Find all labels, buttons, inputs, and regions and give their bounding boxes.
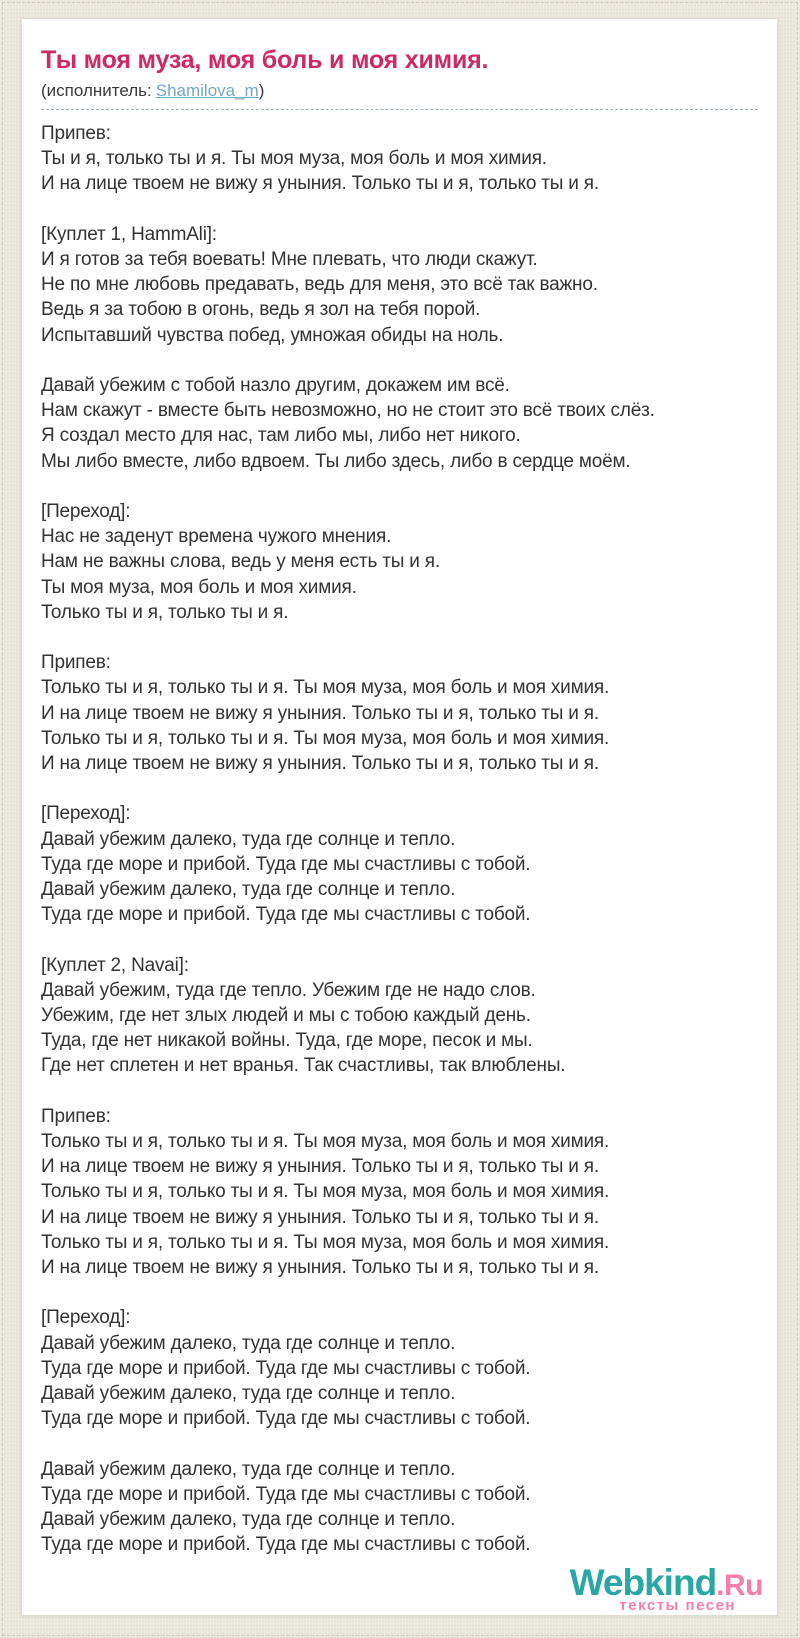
webkind-logo-wordmark (570, 1564, 763, 1601)
lyrics-stanza (41, 801, 758, 927)
lyrics-text (41, 121, 758, 1557)
lyric-line: Припев: (41, 1105, 111, 1127)
song-title: Ты моя муза, моя боль и моя химия. (41, 46, 489, 74)
lyric-line: Нас не заденут времена чужого мнения. (41, 526, 392, 548)
lyric-line: Туда где море и прибой. Туда где мы счастливы с тобой. (41, 904, 531, 926)
lyric-line: [Куплет 2, Navai]: (41, 954, 189, 976)
lyric-line: Припев: (41, 123, 111, 144)
lyric-line: Только ты и я, только ты и я. Ты моя муза, моя боль и моя химия. (41, 727, 610, 749)
lyric-line: И я готов за тебя воевать! Мне плевать, что люди скажут. (41, 249, 538, 270)
lyric-line: Не по мне любовь предавать, ведь для меня, это всё так важно. (41, 274, 598, 296)
lyric-line: Ведь я за тобою в огонь, ведь я зол на тебя порой. (41, 299, 481, 321)
lyric-line: Давай убежим, туда где тепло. Убежим где не надо слов. (41, 979, 536, 1001)
artist-suffix-label: ) (258, 81, 265, 100)
lyrics-stanza (41, 1104, 758, 1280)
lyric-line: Где нет сплетен и нет вранья. Так счастливы, так влюблены. (41, 1055, 566, 1077)
lyric-line: Нам не важны слова, ведь у меня есть ты и я. (41, 551, 440, 573)
lyrics-stanza (41, 121, 758, 197)
lyric-line: [Переход]: (41, 1307, 131, 1329)
lyric-line: Только ты и я, только ты и я. (41, 601, 289, 623)
lyric-line: Только ты и я, только ты и я. Ты моя муза, моя боль и моя химия. (41, 1131, 610, 1153)
lyric-line: Давай убежим далеко, туда где солнце и тепло. (41, 1509, 456, 1531)
lyrics-stanza (41, 953, 758, 1079)
lyric-line: Давай убежим далеко, туда где солнце и тепло. (41, 1383, 456, 1405)
lyric-line: Давай убежим далеко, туда где солнце и тепло. (41, 879, 456, 901)
artist-link[interactable]: Shamilova_m (155, 81, 259, 100)
artist-line (41, 80, 758, 102)
lyrics-stanza (41, 222, 758, 348)
lyric-line: Давай убежим с тобой назло другим, докажем им всё. (41, 375, 510, 396)
lyric-line: И на лице твоем не вижу я уныния. Только ты и я, только ты и я. (41, 753, 599, 775)
lyric-line: Туда где море и прибой. Туда где мы счастливы с тобой. (41, 1483, 531, 1505)
lyrics-stanza (41, 650, 758, 776)
lyric-line: [Переход]: (41, 501, 131, 522)
lyric-line: [Переход]: (41, 803, 131, 825)
lyric-line: Ты моя муза, моя боль и моя химия. (41, 576, 357, 598)
lyric-line: Давай убежим далеко, туда где солнце и тепло. (41, 1332, 456, 1354)
dashed-separator (41, 109, 758, 110)
lyrics-stanza (41, 1457, 758, 1558)
lyric-line: Туда где море и прибой. Туда где мы счастливы с тобой. (41, 1408, 531, 1430)
lyric-line: Только ты и я, только ты и я. Ты моя муза, моя боль и моя химия. (41, 1231, 610, 1253)
lyric-line: Испытавший чувства побед, умножая обиды на ноль. (41, 324, 504, 346)
lyric-line: Нам скажут - вместе быть невозможно, но не стоит это всё твоих слёз. (41, 400, 655, 422)
lyric-line: Туда, где нет никакой войны. Туда, где море, песок и мы. (41, 1030, 533, 1052)
lyric-line: И на лице твоем не вижу я уныния. Только ты и я, только ты и я. (41, 1206, 599, 1228)
lyric-line: [Куплет 1, HammAli]: (41, 223, 217, 245)
lyrics-stanza (41, 373, 758, 474)
artist-prefix-label: (исполнитель: (41, 81, 152, 100)
lyric-line: Убежим, где нет злых людей и мы с тобою каждый день. (41, 1005, 531, 1027)
webkind-logo-tagline: тексты песен (619, 1597, 736, 1614)
webkind-logo-main: Webkind (569, 1562, 717, 1603)
lyric-line: Туда где море и прибой. Туда где мы счастливы с тобой. (41, 853, 531, 875)
lyrics-stanza (41, 499, 758, 625)
lyrics-card (21, 18, 778, 1616)
lyric-line: Только ты и я, только ты и я. Ты моя муза, моя боль и моя химия. (41, 677, 610, 699)
lyric-line: Давай убежим далеко, туда где солнце и тепло. (41, 828, 456, 850)
lyric-line: Давай убежим далеко, туда где солнце и тепло. (41, 1458, 456, 1480)
lyric-line: Мы либо вместе, либо вдвоем. Ты либо здесь, либо в сердце моём. (41, 450, 631, 472)
lyric-line: И на лице твоем не вижу я уныния. Только ты и я, только ты и я. (41, 1156, 599, 1178)
webkind-logo-link[interactable] (570, 1564, 763, 1613)
lyric-line: Туда где море и прибой. Туда где мы счастливы с тобой. (41, 1534, 531, 1556)
lyric-line: Только ты и я, только ты и я. Ты моя муза, моя боль и моя химия. (41, 1181, 610, 1203)
lyrics-stanza (41, 1305, 758, 1431)
webkind-logo-suffix: .Ru (716, 1569, 763, 1602)
lyric-line: Ты и я, только ты и я. Ты моя муза, моя боль и моя химия. (41, 148, 547, 170)
lyric-line: И на лице твоем не вижу я уныния. Только ты и я, только ты и я. (41, 1257, 599, 1279)
lyric-line: И на лице твоем не вижу я уныния. Только ты и я, только ты и я. (41, 702, 599, 724)
lyric-line: Я создал место для нас, там либо мы, либо нет никого. (41, 425, 521, 447)
lyric-line: И на лице твоем не вижу я уныния. Только ты и я, только ты и я. (41, 173, 599, 195)
lyric-line: Туда где море и прибой. Туда где мы счастливы с тобой. (41, 1357, 531, 1379)
lyric-line: Припев: (41, 652, 111, 674)
